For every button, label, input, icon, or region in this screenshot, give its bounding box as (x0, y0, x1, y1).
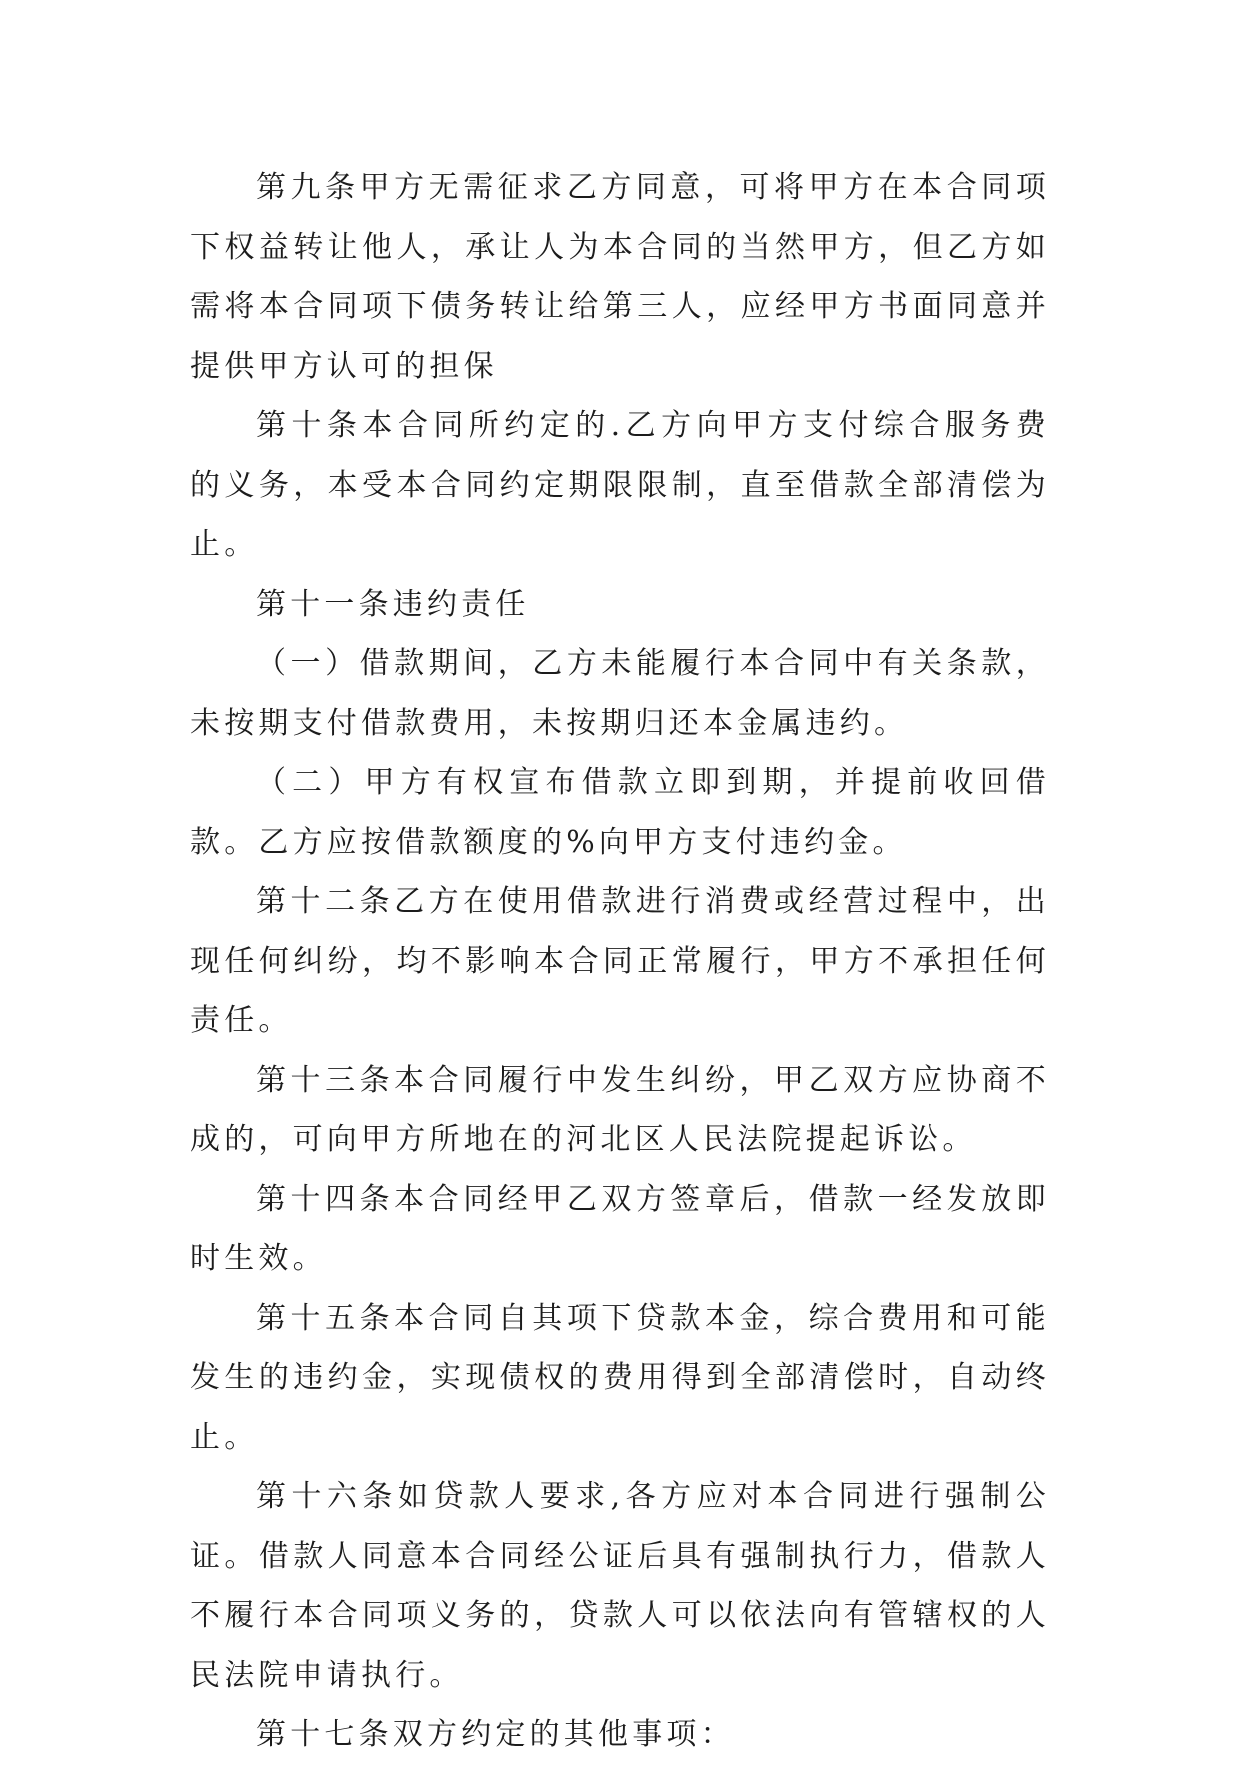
paragraph-article-15: 第十五条本合同自其项下贷款本金，综合费用和可能发生的违约金，实现债权的费用得到全部清偿时，自动终止。 (190, 1300, 1050, 1455)
paragraph-article-11-heading: 第十一条违约责任 (256, 586, 530, 622)
paragraph-article-17: 第十七条双方约定的其他事项： (256, 1717, 735, 1752)
paragraph-article-12: 第十二条乙方在使用借款进行消费或经营过程中，出现任何纠纷，均不影响本合同正常履行，甲方不承担任何责任。 (190, 884, 1050, 1038)
paragraph-article-14: 第十四条本合同经甲乙双方签章后，借款一经发放即时生效。 (190, 1181, 1050, 1276)
paragraph-article-13: 第十三条本合同履行中发生纠纷，甲乙双方应协商不成的，可向甲方所地在的河北区人民法院提起诉讼。 (190, 1062, 1050, 1157)
paragraph-article-16: 第十六条如贷款人要求,各方应对本合同进行强制公证。借款人同意本合同经公证后具有强制执行力，借款人不履行本合同项义务的，贷款人可以依法向有管辖权的人民法院申请执行。 (190, 1479, 1050, 1693)
paragraph-article-11-item-2: （二）甲方有权宣布借款立即到期，并提前收回借款。乙方应按借款额度的%向甲方支付违约金。 (190, 765, 1050, 860)
paragraph-article-9: 第九条甲方无需征求乙方同意，可将甲方在本合同项下权益转让他人，承让人为本合同的当然甲方，但乙方如需将本合同项下债务转让给第三人，应经甲方书面同意并提供甲方认可的担保 (190, 170, 1050, 384)
document-body (190, 158, 1050, 1765)
paragraph-article-10: 第十条本合同所约定的.乙方向甲方支付综合服务费的义务，本受本合同约定期限限制，直至借款全部清偿为止。 (190, 408, 1050, 562)
paragraph-article-11-item-1: （一）借款期间，乙方未能履行本合同中有关条款，未按期支付借款费用，未按期归还本金属违约。 (190, 646, 1050, 741)
